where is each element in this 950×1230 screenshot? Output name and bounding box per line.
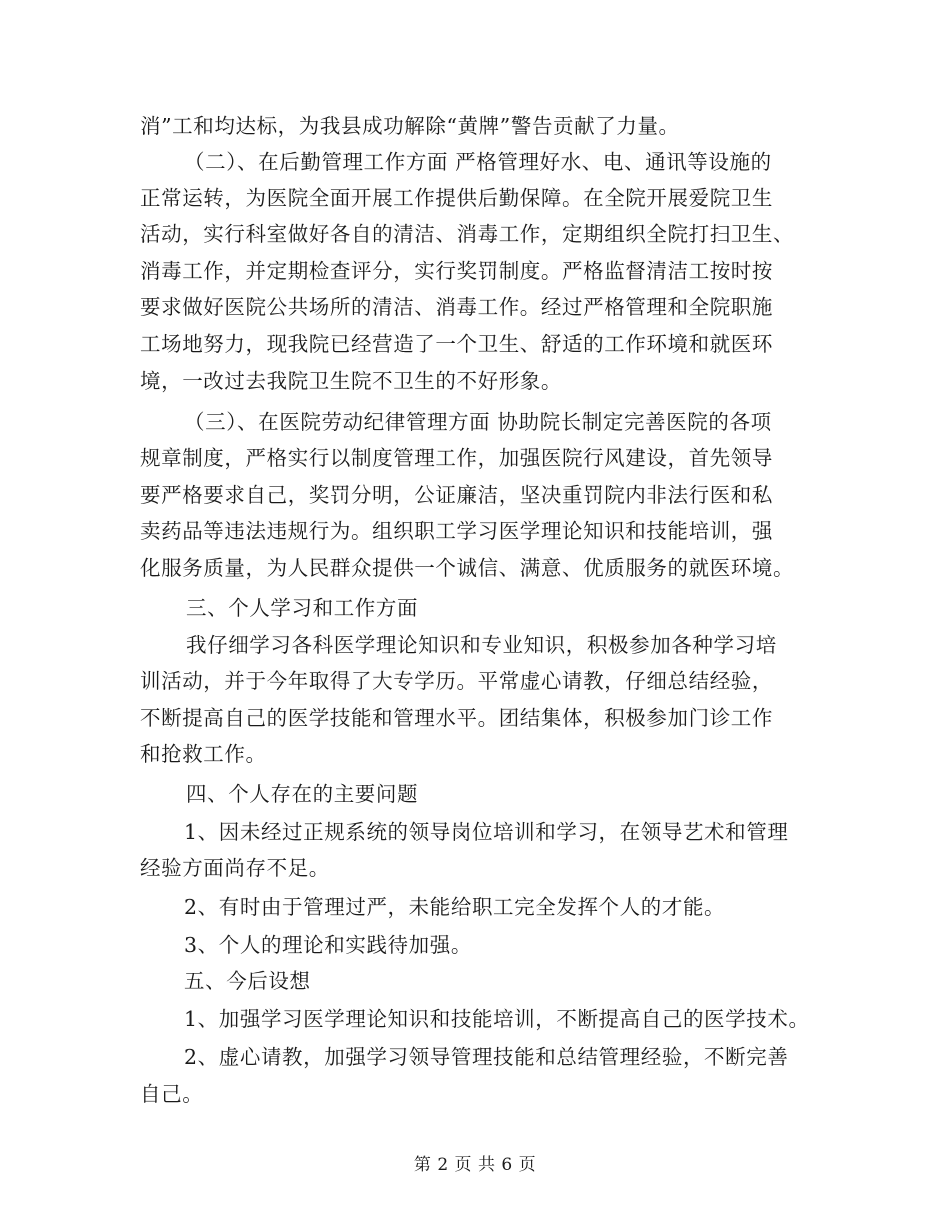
body-line: 要严格要求自己，奖罚分明，公证廉洁，坚决重罚院内非法行医和私 [140, 483, 773, 507]
section-heading: 五、今后设想 [184, 969, 311, 993]
body-line: （三）、在医院劳动纪律管理方面 协助院长制定完善医院的各项 [184, 410, 772, 434]
body-line: 规章制度，严格实行以制度管理工作，加强医院行风建设，首先领导 [140, 446, 773, 470]
body-line: 要求做好医院公共场所的清洁、消毒工作。经过严格管理和全院职施 [140, 295, 773, 319]
body-line: 自己。 [140, 1082, 204, 1106]
body-line: 工场地努力，现我院已经营造了一个卫生、舒适的工作环境和就医环 [140, 332, 773, 356]
body-line: 化服务质量，为人民群众提供一个诚信、满意、优质服务的就医环境。 [140, 556, 795, 580]
list-item: 3、个人的理论和实践待加强。 [184, 933, 472, 957]
section-heading: 三、个人学习和工作方面 [186, 596, 419, 620]
body-line: 不断提高自己的医学技能和管理水平。团结集体，积极参加门诊工作 [140, 706, 773, 730]
body-line: 卖药品等违法违规行为。组织职工学习医学理论知识和技能培训，强 [140, 519, 773, 543]
list-item: 2、有时由于管理过严，未能给职工完全发挥个人的才能。 [184, 895, 726, 919]
body-line: 消”工和均达标，为我县成功解除“黄牌”警告贡献了力量。 [140, 114, 680, 138]
list-item: 2、虚心请教，加强学习领导管理技能和总结管理经验，不断完善 [184, 1045, 789, 1069]
page-number-footer: 第 2 页 共 6 页 [413, 1155, 537, 1175]
list-item: 1、加强学习医学理论知识和技能培训，不断提高自己的医学技术。 [184, 1007, 810, 1031]
body-line: （二）、在后勤管理工作方面 严格管理好水、电、通讯等设施的 [184, 150, 772, 174]
body-line: 消毒工作，并定期检查评分，实行奖罚制度。严格监督清洁工按时按 [140, 259, 773, 283]
body-line: 境，一改过去我院卫生院不卫生的不好形象。 [140, 369, 562, 393]
section-heading: 四、个人存在的主要问题 [186, 782, 419, 806]
body-line: 和抢救工作。 [140, 742, 267, 766]
body-line: 训活动，并于今年取得了大专学历。平常虚心请教，仔细总结经验， [140, 669, 773, 693]
list-item: 1、因未经过正规系统的领导岗位培训和学习，在领导艺术和管理 [184, 820, 789, 844]
body-line: 正常运转，为医院全面开展工作提供后勤保障。在全院开展爱院卫生 [140, 186, 773, 210]
body-line: 经验方面尚存不足。 [140, 856, 330, 880]
body-line: 我仔细学习各科医学理论知识和专业知识，积极参加各种学习培 [186, 633, 777, 657]
body-line: 活动，实行科室做好各自的清洁、消毒工作，定期组织全院打扫卫生、 [140, 222, 795, 246]
